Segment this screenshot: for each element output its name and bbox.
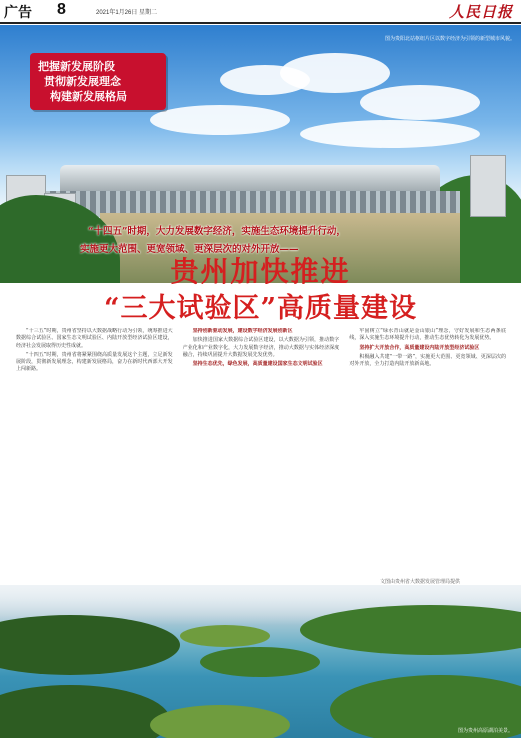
page-header <box>0 0 521 24</box>
banner-line: 贯彻新发展理念 <box>44 75 121 88</box>
lake-caption: 图为贵州高原湖泊美景。 <box>457 728 513 734</box>
article-paragraph: 牢固树立“绿水青山就是金山银山”理念，守好发展和生态两条底线，深入实施生态环境提升行动，推动生态优势转化为发展优势。 <box>349 328 506 342</box>
article-paragraph: “十三五”时期，贵州省坚持以大数据战略行动为引领，统筹推进大数据综合试验区、国家生态文明试验区、内陆开放型经济试验区建设，经济社会发展取得历史性成就。 <box>16 328 173 349</box>
headline-sub: “三大试验区”高质量建设 <box>103 293 418 324</box>
article-subheading: 坚持扩大开放合作，高质量建设内陆开放型经济试验区 <box>359 344 480 351</box>
article-paragraph: “十四五”时期，贵州省将紧紧围绕高质量发展这个主题，立足新发展阶段，贯彻新发展理念，构建新发展格局，奋力在新时代西部大开发上闯新路。 <box>16 351 173 373</box>
article-credit: 文图由贵州省大数据发展管理局提供 <box>380 579 461 585</box>
article-body <box>16 328 506 580</box>
banner-line: 构建新发展格局 <box>50 90 127 103</box>
slogan-line: 实施更大范围、更宽领域、更深层次的对外开放—— <box>80 244 299 255</box>
article-subheading: 坚持生态优先，绿色发展，高质量建设国家生态文明试验区 <box>192 361 323 368</box>
newspaper-masthead: 人民日报 <box>448 3 513 21</box>
hero-photo <box>0 25 521 283</box>
article-paragraph: 加快推进国家大数据综合试验区建设，以大数据为引领，推动数字产业化和产业数字化，大力发展数字经济，推动大数据与实体经济深度融合，持续巩固提升大数据发展先发优势。 <box>182 337 340 358</box>
article-subheading: 坚持创新驱动发展，建设数字经济发展创新区 <box>192 328 293 334</box>
theme-banner <box>30 53 166 110</box>
banner-line: 把握新发展阶段 <box>38 60 115 73</box>
lake-photo <box>0 585 521 738</box>
article-paragraph: 积极融入共建“一带一路”，实施更大范围、更宽领域、更深层次的对外开放，全力打造内陆开放新高地。 <box>349 353 506 368</box>
page-number: 8 <box>57 1 66 18</box>
date-line: 2021年1月26日 星期二 <box>96 10 158 16</box>
hero-caption: 图为贵阳北站枢纽片区以数字经济为引领的新型城市风貌。 <box>384 36 515 42</box>
section-label: 广告 <box>4 4 32 20</box>
slogan-line: “十四五”时期，大力发展数字经济，实施生态环境提升行动， <box>88 226 346 237</box>
headline-main: 贵州加快推进 <box>170 255 351 288</box>
